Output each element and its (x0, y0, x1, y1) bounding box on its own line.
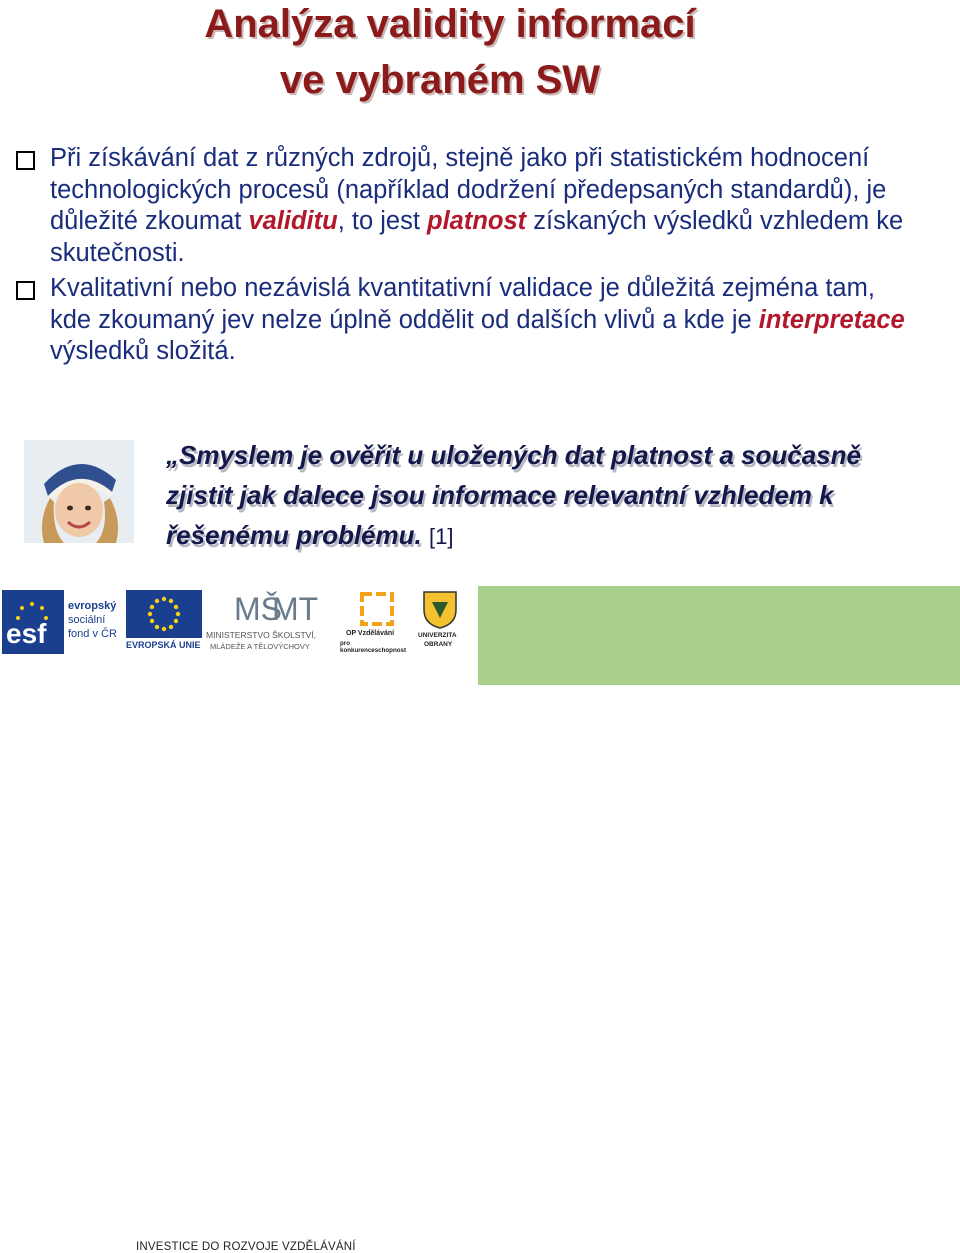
bullet2-emphasis-interpretace: interpretace (758, 305, 905, 334)
shield-icon (418, 588, 462, 630)
op-logo (340, 590, 416, 654)
esf-line3: fond v ČR (68, 628, 117, 640)
msmt-line2: MLÁDEŽE A TĚLOVÝCHOVY (210, 642, 310, 651)
svg-text:MŠ: MŠ (234, 591, 282, 626)
msmt-mark-icon (206, 590, 332, 626)
svg-text:MT: MT (272, 591, 319, 626)
bullet1-emphasis-validity: validitu (248, 207, 338, 235)
uo-line1: UNIVERZITA (418, 632, 457, 639)
univerzita-obrany-logo (418, 588, 462, 654)
page-title: Analýza validity informací (204, 2, 696, 46)
bullet-item-2 (14, 273, 914, 368)
bullet1-text-a: Při získávání dat z různých zdrojů, stejně jako při statistickém hodnocení technologických procesů (například dodržení předepsaných standardů), je důležité zkoumat (50, 144, 887, 235)
page-subtitle: ve vybraném SW (279, 58, 601, 102)
op-line1: OP Vzdělávání (346, 630, 395, 637)
eu-logo (126, 590, 202, 654)
msmt-line1: MINISTERSTVO ŠKOLSTVÍ, (206, 630, 317, 640)
op-mark-icon (340, 590, 416, 630)
esf-line1: evropský (68, 600, 117, 612)
checkbox-bullet-icon (16, 281, 35, 300)
quote-block (166, 435, 926, 557)
bullet1-text-b: , to jest (337, 207, 427, 235)
bullet2-text-b: výsledků složitá. (50, 337, 236, 365)
eu-flag-icon (126, 590, 202, 638)
investment-slogan: INVESTICE DO ROZVOJE VZDĚLÁVÁNÍ (136, 1241, 356, 1253)
bullet2-text-a: Kvalitativní nebo nezávislá kvantitativní validace je důležitá zejména tam, kde zkoumaný jev nelze úplně oddělit od dalších vlivů a kde je (50, 274, 875, 334)
bullet-list (14, 143, 914, 372)
op-line2: pro konkurenceschopnost (340, 640, 407, 654)
esf-logo (2, 590, 120, 654)
footer-logos (0, 586, 462, 1253)
uo-line2: OBRANY (424, 641, 453, 648)
quote-reference: [1] (428, 524, 454, 549)
msmt-logo (206, 590, 332, 654)
footer-green-band (478, 586, 960, 685)
girl-with-book-photo (24, 440, 134, 543)
eu-label: EVROPSKÁ UNIE (126, 640, 201, 650)
bullet-item-1 (14, 143, 914, 269)
quote-text: „Smyslem je ověřit u uložených dat platnost a současně zjistit jak dalece jsou informace relevantní vzhledem k řešenému problému. (166, 440, 861, 550)
bullet1-emphasis-platnost: platnost (427, 207, 527, 235)
esf-mark: esf (6, 618, 47, 649)
girl-with-book-icon (24, 440, 134, 543)
bullet1-text-c: získaných výsledků vzhledem ke skutečnosti. (50, 207, 904, 267)
checkbox-bullet-icon (16, 151, 35, 170)
esf-line2: sociální (68, 614, 106, 626)
